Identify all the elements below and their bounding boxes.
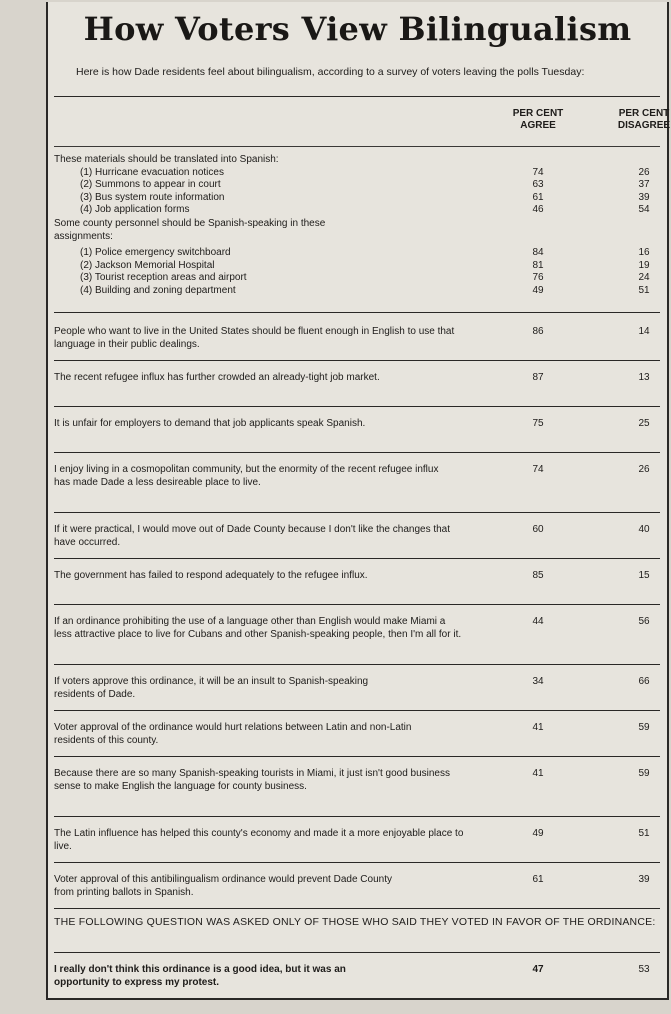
agree-value: 61 — [532, 191, 544, 203]
column-header-disagree: PER CENT DISAGREE — [617, 108, 671, 131]
agree-value: 86 — [532, 326, 544, 337]
statement-text: It is unfair for employers to demand that job applicants speak Spanish. — [54, 418, 366, 429]
disagree-value: 14 — [638, 326, 650, 337]
statement-text: Voter approval of this antibilingualism ordinance would prevent Dade County from printing ballots in Spanish. — [54, 874, 392, 898]
agree-value: 63 — [532, 179, 544, 190]
statement-text: People who want to live in the United States should be fluent enough in English to use that language in their public dealings. — [54, 326, 455, 350]
note-text: THE FOLLOWING QUESTION WAS ASKED ONLY OF THOSE WHO SAID THEY VOTED IN FAVOR OF THE ORDINANCE: — [54, 916, 656, 928]
agree-value: 74 — [532, 166, 544, 178]
statement-text: The government has failed to respond adequately to the refugee influx. — [54, 570, 368, 581]
agree-value: 49 — [532, 284, 544, 296]
page-title: How Voters View Bilingualism — [83, 10, 632, 48]
disagree-value: 37 — [638, 179, 650, 190]
agree-value: 81 — [532, 259, 544, 271]
divider — [54, 604, 660, 605]
divider — [54, 756, 660, 757]
disagree-value: 59 — [638, 768, 650, 779]
list-item: (2) Jackson Memorial Hospital — [80, 259, 215, 271]
disagree-value: 40 — [638, 524, 650, 535]
agree-value: 41 — [532, 768, 544, 779]
agree-value: 76 — [532, 272, 544, 283]
agree-value: 34 — [532, 676, 544, 687]
list-item: (1) Hurricane evacuation notices — [80, 166, 224, 178]
column-header-agree: PER CENT AGREE — [512, 108, 564, 131]
disagree-value: 53 — [638, 964, 650, 975]
list-item: (3) Bus system route information — [80, 191, 225, 203]
list-item: (4) Job application forms — [80, 204, 190, 215]
divider — [54, 96, 660, 97]
list-item: (1) Police emergency switchboard — [80, 247, 231, 258]
disagree-value: 51 — [638, 828, 650, 839]
statement-text: The Latin influence has helped this county's economy and made it a more enjoyable place to live. — [54, 828, 464, 852]
disagree-value: 66 — [638, 676, 650, 687]
disagree-value: 39 — [638, 191, 650, 203]
section2-heading: Some county personnel should be Spanish-speaking in these assignments: — [54, 218, 326, 242]
disagree-value: 19 — [638, 259, 650, 271]
agree-value: 61 — [532, 874, 544, 885]
statement-text: I enjoy living in a cosmopolitan community, but the enormity of the recent refugee influx has made Dade a less desireable place to live. — [54, 464, 439, 488]
disagree-value: 25 — [638, 418, 650, 429]
agree-value: 46 — [532, 204, 544, 215]
statement-text: I really don't think this ordinance is a good idea, but it was an opportunity to express my protest. — [54, 964, 346, 988]
survey-box — [46, 2, 669, 1000]
disagree-value: 26 — [638, 464, 650, 475]
divider — [54, 512, 660, 513]
agree-value: 49 — [532, 828, 544, 839]
intro-text: Here is how Dade residents feel about bilingualism, according to a survey of voters leaving the polls Tuesday: — [76, 66, 585, 78]
agree-value: 60 — [532, 524, 544, 535]
statement-text: If voters approve this ordinance, it will be an insult to Spanish-speaking residents of Dade. — [54, 676, 369, 700]
agree-value: 47 — [532, 964, 544, 975]
agree-value: 84 — [532, 247, 544, 258]
divider — [54, 558, 660, 559]
statement-text: If it were practical, I would move out of Dade County because I don't like the changes that have occurred. — [54, 524, 451, 548]
divider — [54, 816, 660, 817]
disagree-value: 16 — [638, 247, 650, 258]
list-item: (2) Summons to appear in court — [80, 179, 221, 190]
agree-value: 74 — [532, 464, 544, 475]
divider — [54, 664, 660, 665]
divider — [54, 406, 660, 407]
list-item: (4) Building and zoning department — [80, 284, 236, 296]
divider — [54, 908, 660, 909]
statement-text: If an ordinance prohibiting the use of a language other than English would make Miami a less attractive place to live for Cubans and other Spanish-speaking people, then I'm all for it. — [54, 616, 462, 640]
disagree-value: 39 — [638, 874, 650, 885]
disagree-value: 56 — [638, 616, 650, 627]
disagree-value: 51 — [638, 284, 650, 296]
divider — [54, 952, 660, 953]
divider — [54, 452, 660, 453]
divider — [54, 710, 660, 711]
disagree-value: 15 — [638, 570, 650, 581]
agree-value: 41 — [532, 722, 544, 733]
disagree-value: 24 — [638, 272, 650, 283]
disagree-value: 26 — [638, 166, 650, 178]
divider — [54, 146, 660, 147]
divider — [54, 360, 660, 361]
disagree-value: 59 — [638, 722, 650, 733]
disagree-value: 13 — [638, 372, 650, 383]
agree-value: 44 — [532, 616, 544, 627]
agree-value: 85 — [532, 570, 544, 581]
agree-value: 87 — [532, 372, 544, 383]
divider — [54, 312, 660, 313]
agree-value: 75 — [532, 418, 544, 429]
list-item: (3) Tourist reception areas and airport — [80, 272, 247, 283]
section1-heading: These materials should be translated into Spanish: — [54, 154, 279, 165]
statement-text: Voter approval of the ordinance would hurt relations between Latin and non-Latin residents of this county. — [54, 722, 412, 746]
disagree-value: 54 — [638, 204, 650, 215]
statement-text: The recent refugee influx has further crowded an already-tight job market. — [54, 372, 380, 383]
statement-text: Because there are so many Spanish-speaking tourists in Miami, it just isn't good business sense to make English the language for county business. — [54, 768, 450, 792]
divider — [54, 862, 660, 863]
